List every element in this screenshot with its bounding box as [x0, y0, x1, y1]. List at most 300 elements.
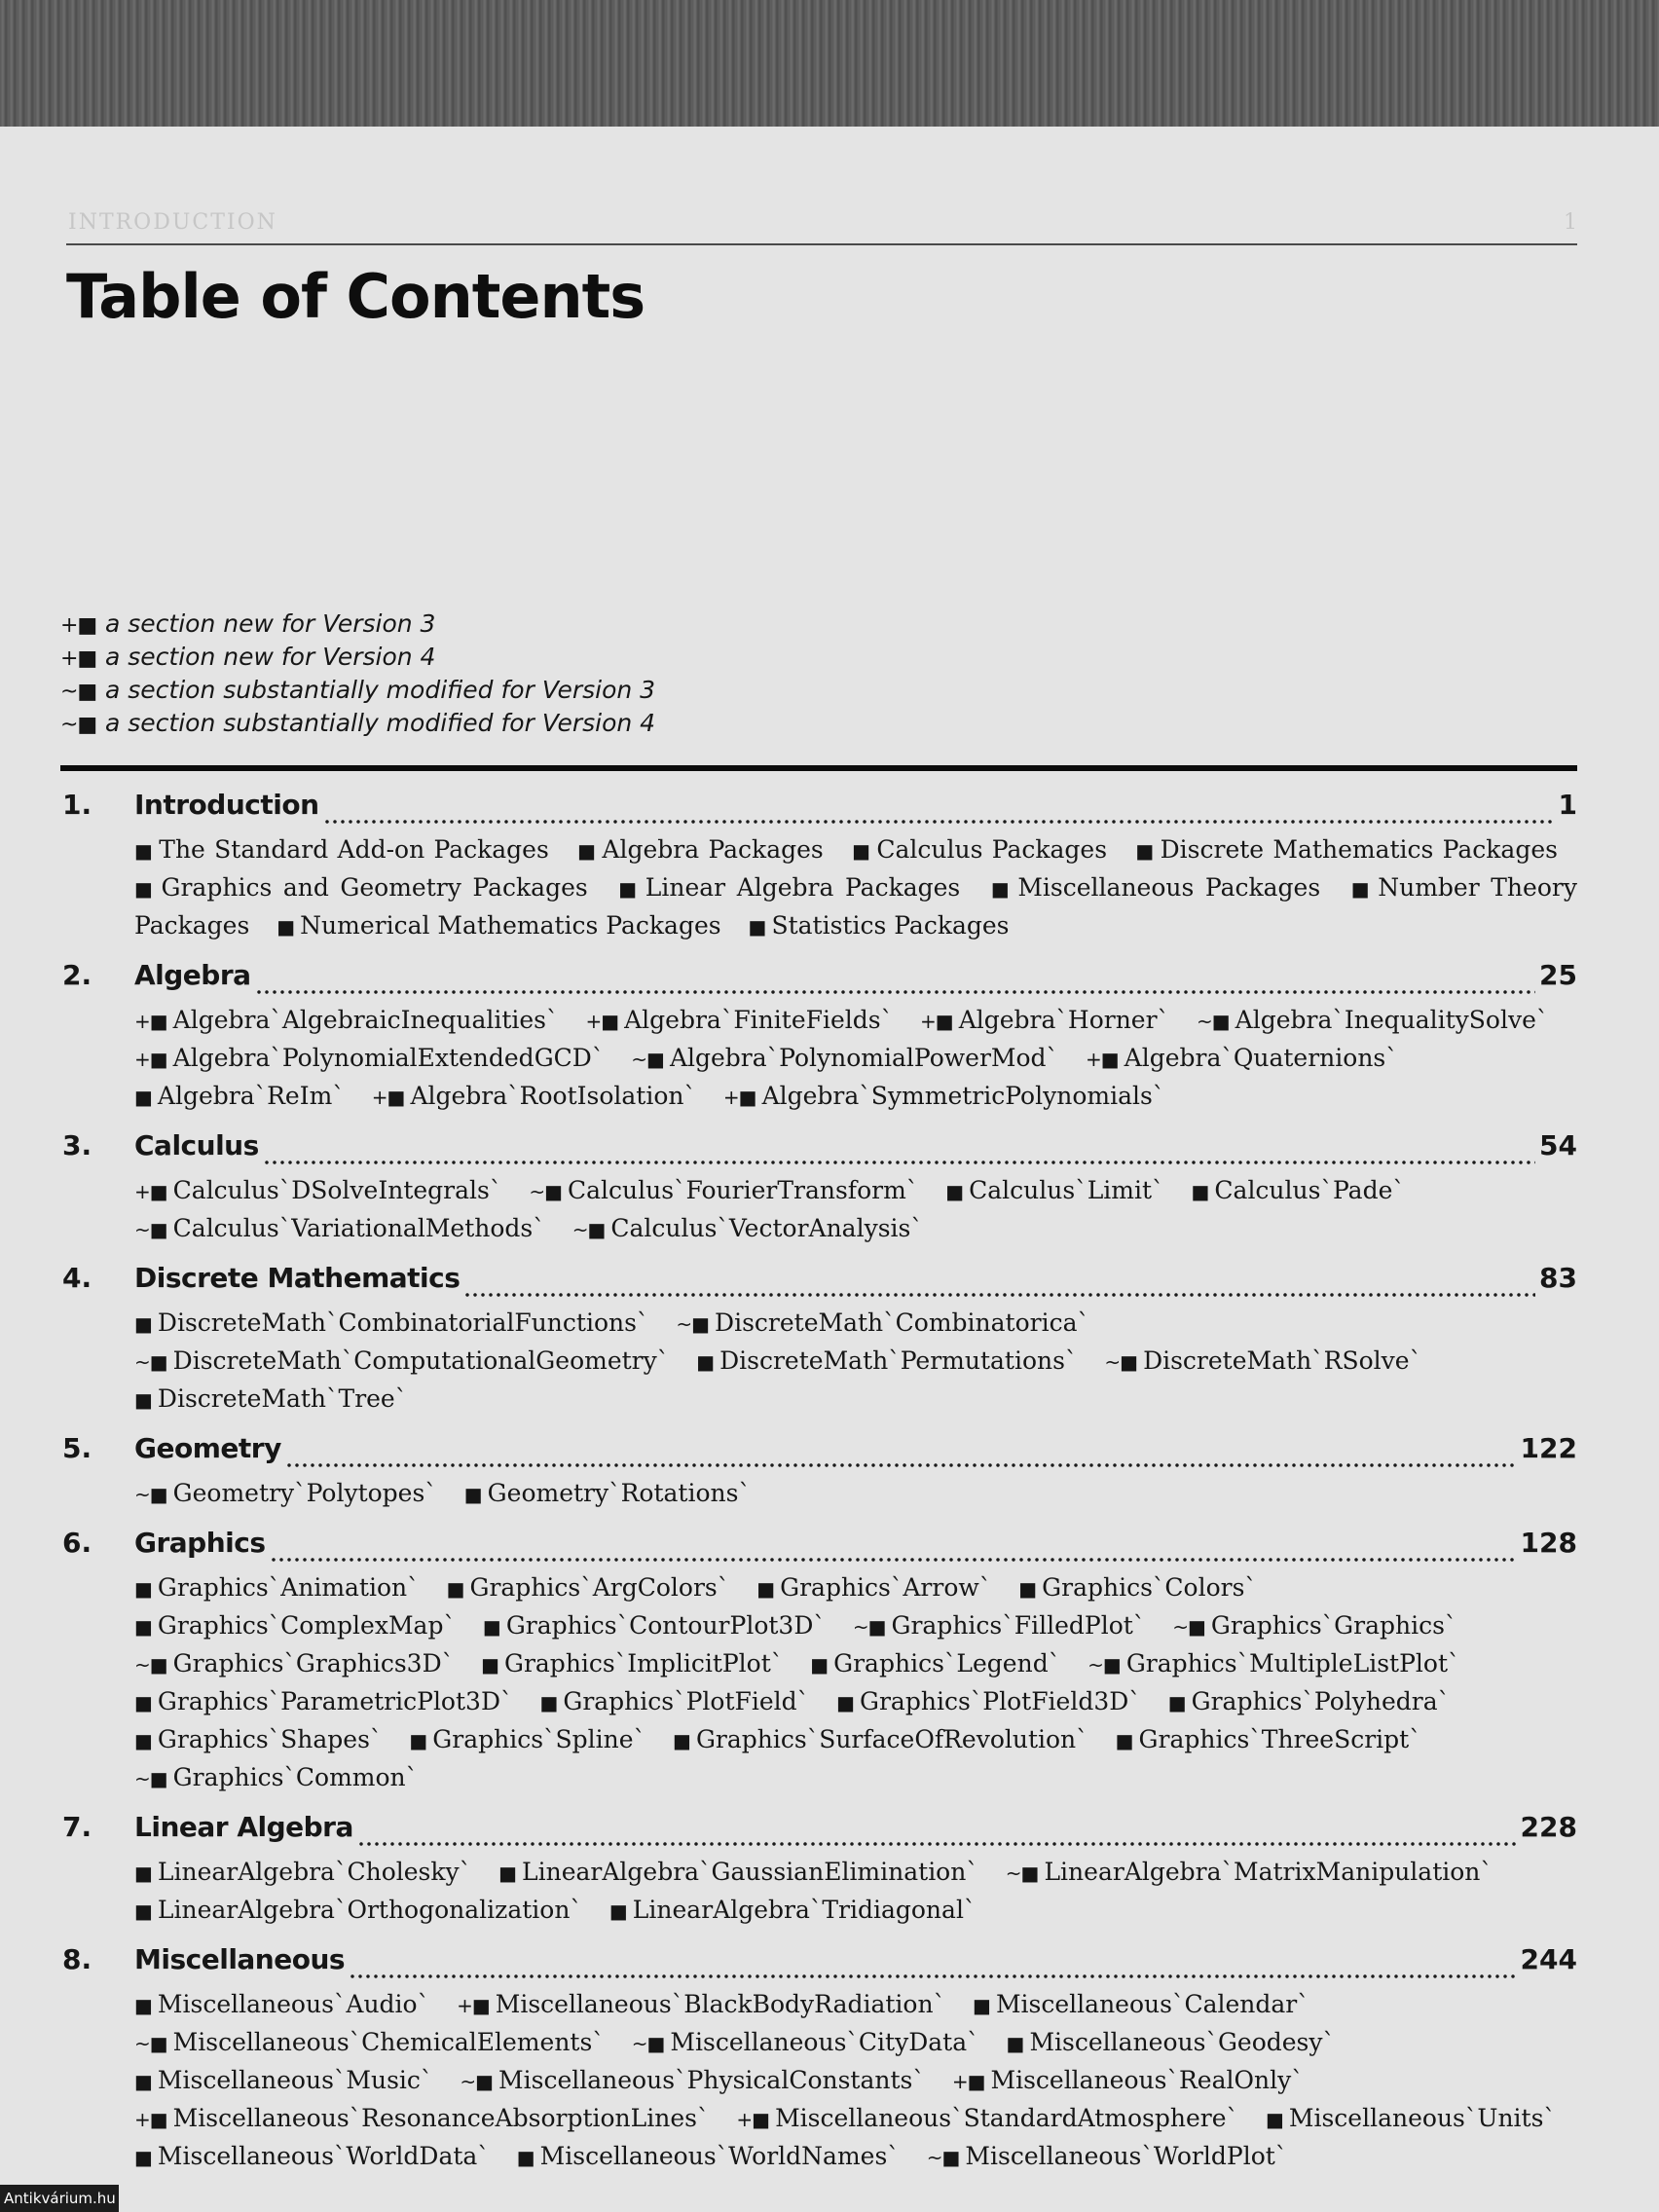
toc-section [60, 1811, 1577, 1930]
package-list [134, 1002, 1577, 1116]
package-list [134, 1172, 1577, 1248]
dot-leader [263, 1161, 1535, 1164]
package-name: Numerical Mathematics Packages [300, 911, 721, 940]
package-name: Graphics`Graphics3D` [172, 1649, 455, 1677]
package-name: DiscreteMath`ComputationalGeometry` [172, 1346, 670, 1375]
package-name: LinearAlgebra`Tridiagonal` [632, 1896, 977, 1924]
section-title: Linear Algebra [134, 1811, 353, 1843]
section-page-number: 54 [1539, 1129, 1577, 1161]
status-mark-icon: ■ [134, 1086, 152, 1109]
status-mark-icon: ■ [756, 1577, 775, 1601]
toc-divider [60, 765, 1577, 771]
package-item[interactable] [517, 2142, 900, 2170]
status-mark-icon: ~■ [134, 1653, 167, 1677]
package-name: Algebra`PolynomialExtendedGCD` [172, 1044, 605, 1072]
package-name: Calculus`FourierTransform` [567, 1176, 919, 1204]
package-item[interactable] [276, 911, 720, 940]
package-item[interactable] [409, 1725, 645, 1753]
package-item[interactable] [572, 1214, 923, 1242]
package-name: Algebra`InequalitySolve` [1235, 1006, 1549, 1034]
package-name: Graphics`ComplexMap` [157, 1611, 456, 1640]
package-name: Graphics`ImplicitPlot` [503, 1649, 784, 1677]
status-mark-icon: ■ [134, 1312, 152, 1336]
status-mark-icon: ~■ [1104, 1350, 1138, 1374]
package-list [134, 1305, 1577, 1419]
status-mark-icon: +■ [951, 2070, 985, 2093]
status-mark-icon: ~■ [460, 2070, 494, 2093]
package-name: Graphics`Polyhedra` [1191, 1687, 1451, 1715]
package-name: Miscellaneous`WorldNames` [539, 2142, 900, 2170]
package-name: Graphics`MultipleListPlot` [1125, 1649, 1460, 1677]
package-list [134, 1475, 1577, 1513]
status-mark-icon: ■ [836, 1691, 855, 1714]
package-name: DiscreteMath`RSolve` [1143, 1346, 1422, 1375]
package-item[interactable] [447, 1573, 730, 1602]
package-name: Algebra`AlgebraicInequalities` [172, 1006, 559, 1034]
package-item[interactable] [852, 835, 1107, 864]
section-page-number: 244 [1520, 1943, 1577, 1975]
package-name: Miscellaneous`Geodesy` [1029, 2028, 1336, 2056]
package-name: Calculus`Limit` [969, 1176, 1164, 1204]
status-mark-icon: ■ [1167, 1691, 1186, 1714]
status-mark-icon: ■ [134, 1994, 152, 2017]
status-mark-icon: ■ [134, 1388, 152, 1412]
package-name: Algebra`Horner` [958, 1006, 1170, 1034]
status-mark-icon: ■ [482, 1615, 500, 1639]
status-mark-icon: ■ [608, 1899, 627, 1923]
package-item[interactable] [1007, 2028, 1335, 2056]
package-item[interactable] [945, 1176, 1163, 1204]
section-number: 6. [62, 1527, 92, 1559]
package-item[interactable] [676, 1309, 1089, 1337]
package-name: Discrete Mathematics Packages [1160, 835, 1558, 864]
toc-entry-heading[interactable] [60, 1527, 1577, 1569]
package-item[interactable] [134, 1990, 429, 2018]
status-mark-icon: ~■ [852, 1615, 886, 1639]
status-mark-icon: +■ [722, 1086, 756, 1109]
package-name: Miscellaneous`RealOnly` [990, 2066, 1304, 2094]
status-mark-icon: ■ [134, 1729, 152, 1752]
package-item[interactable] [749, 911, 1010, 940]
package-item[interactable] [1135, 835, 1558, 864]
legend-row [60, 676, 655, 709]
package-item[interactable] [723, 1082, 1164, 1110]
section-title: Calculus [134, 1129, 259, 1161]
status-mark-icon: ~■ [631, 1048, 664, 1071]
package-item[interactable] [134, 1082, 345, 1110]
status-mark-icon: ■ [134, 877, 156, 901]
package-name: Miscellaneous`CityData` [670, 2028, 979, 2056]
package-item[interactable] [134, 1006, 559, 1034]
package-item[interactable] [134, 1763, 418, 1791]
package-name: Graphics`PlotField` [563, 1687, 810, 1715]
package-item[interactable] [134, 1687, 512, 1715]
status-mark-icon: ■ [618, 877, 640, 901]
package-name: Algebra`SymmetricPolynomials` [761, 1082, 1165, 1110]
status-mark-icon: +■ [134, 1180, 167, 1203]
package-name: The Standard Add-on Packages [159, 835, 549, 864]
toc-section [60, 1262, 1577, 1419]
package-name: Graphics`Animation` [157, 1573, 420, 1602]
package-name: Calculus Packages [876, 835, 1108, 864]
package-item[interactable] [460, 2066, 924, 2094]
status-mark-icon: +■ [134, 1010, 167, 1033]
status-mark-icon: ~■ [571, 1218, 606, 1241]
dot-leader [463, 1293, 1535, 1297]
legend-text: a section substantially modified for Version 3 [105, 676, 656, 704]
section-page-number: 1 [1558, 789, 1577, 821]
package-item[interactable] [609, 1896, 977, 1924]
package-list [134, 831, 1577, 945]
package-name: Graphics`Graphics` [1210, 1611, 1457, 1640]
status-mark-icon: ~■ [1172, 1615, 1205, 1639]
toc-section [60, 1129, 1577, 1248]
package-item[interactable] [1086, 1044, 1398, 1072]
status-mark-icon: ■ [973, 1994, 990, 2017]
section-page-number: 122 [1520, 1432, 1577, 1464]
package-name: Graphics`Common` [172, 1763, 419, 1791]
package-name: Graphics`FilledPlot` [891, 1611, 1146, 1640]
dot-leader [270, 1558, 1517, 1562]
package-item[interactable] [952, 2066, 1304, 2094]
dot-leader [255, 990, 1535, 994]
package-item[interactable] [1197, 1006, 1548, 1034]
status-mark-icon: +■ [134, 2108, 167, 2131]
package-item[interactable] [618, 873, 960, 902]
package-name: Graphics`ThreeScript` [1138, 1725, 1421, 1753]
package-item[interactable] [134, 2142, 490, 2170]
toc-section [60, 1943, 1577, 2176]
package-name: Miscellaneous`Calendar` [995, 1990, 1309, 2018]
book-page [0, 127, 1659, 2212]
package-item[interactable] [134, 1573, 420, 1602]
status-mark-icon: +■ [1086, 1048, 1119, 1071]
package-item[interactable] [134, 1309, 648, 1337]
status-mark-icon: ~■ [134, 1218, 167, 1241]
package-item[interactable] [836, 1687, 1141, 1715]
toc-entry-heading[interactable] [60, 1943, 1577, 1986]
status-mark-icon: +■ [585, 1010, 619, 1033]
package-name: Miscellaneous`ResonanceAbsorptionLines` [172, 2104, 710, 2132]
package-item[interactable] [1168, 1687, 1450, 1715]
toc-entry-heading[interactable] [60, 1262, 1577, 1305]
status-mark-icon: ■ [134, 1691, 152, 1714]
status-mark-icon: ~■ [134, 1767, 167, 1790]
package-name: Algebra`PolynomialPowerMod` [669, 1044, 1059, 1072]
package-name: Miscellaneous`Audio` [157, 1990, 430, 2018]
package-item[interactable] [1266, 2104, 1556, 2132]
dot-leader [285, 1463, 1517, 1467]
section-title: Geometry [134, 1432, 281, 1464]
section-page-number: 228 [1520, 1811, 1577, 1843]
status-mark-icon: ~■ [1088, 1653, 1121, 1677]
status-mark-icon: ■ [409, 1729, 427, 1752]
status-mark-icon: ■ [810, 1653, 829, 1677]
package-item[interactable] [585, 1006, 893, 1034]
status-mark-icon: ■ [134, 1615, 152, 1639]
status-mark-icon: ~■ [134, 1350, 167, 1374]
toc-section [60, 789, 1577, 945]
section-page-number: 128 [1520, 1527, 1577, 1559]
package-list [134, 1854, 1577, 1930]
status-mark-icon: +■ [371, 1086, 405, 1109]
package-name: Calculus`Pade` [1214, 1176, 1405, 1204]
package-item[interactable] [134, 1611, 456, 1640]
package-name: LinearAlgebra`Cholesky` [157, 1858, 472, 1886]
package-item[interactable] [134, 873, 588, 902]
ghost-header-left: INTRODUCTION [68, 210, 277, 235]
package-name: Miscellaneous`PhysicalConstants` [498, 2066, 925, 2094]
status-mark-icon: ■ [1115, 1729, 1133, 1752]
status-mark-icon: ■ [696, 1350, 715, 1374]
package-item[interactable] [1116, 1725, 1421, 1753]
package-item[interactable] [464, 1479, 751, 1507]
status-mark-icon: ■ [748, 915, 766, 939]
symbol-legend [60, 609, 655, 742]
toc-entry-heading[interactable] [60, 1432, 1577, 1475]
package-name: Calculus`DSolveIntegrals` [172, 1176, 502, 1204]
ghost-header-right: 1 [1564, 210, 1577, 235]
status-mark-icon: ~■ [529, 1180, 562, 1203]
package-name: Graphics`ArgColors` [469, 1573, 730, 1602]
package-name: Graphics`Spline` [432, 1725, 646, 1753]
package-item[interactable] [1104, 1346, 1421, 1375]
toc-list [60, 789, 1577, 2190]
package-name: Algebra Packages [602, 835, 824, 864]
package-item[interactable] [134, 1858, 471, 1886]
status-mark-icon: ■ [1006, 2032, 1024, 2055]
package-item[interactable] [134, 835, 549, 864]
status-mark-icon: ■ [134, 2146, 152, 2169]
status-mark-icon: ~■ [134, 2032, 167, 2055]
section-title: Introduction [134, 789, 319, 821]
package-name: Graphics`Shapes` [157, 1725, 383, 1753]
package-item[interactable] [673, 1725, 1088, 1753]
legend-mark: ~■ [60, 713, 97, 737]
status-mark-icon: ■ [1018, 1577, 1037, 1601]
section-number: 4. [62, 1262, 92, 1294]
package-name: Miscellaneous`ChemicalElements` [172, 2028, 605, 2056]
toc-entry-heading[interactable] [60, 1129, 1577, 1172]
package-item[interactable] [134, 1044, 604, 1072]
status-mark-icon: ■ [134, 1899, 152, 1923]
legend-text: a section new for Version 4 [105, 643, 436, 671]
package-item[interactable] [134, 1649, 454, 1677]
status-mark-icon: ~■ [926, 2146, 960, 2169]
legend-mark: ~■ [60, 680, 97, 704]
package-name: Graphics`ContourPlot3D` [505, 1611, 826, 1640]
package-item[interactable] [973, 1990, 1309, 2018]
package-item[interactable] [483, 1611, 826, 1640]
package-name: Graphics`PlotField3D` [860, 1687, 1141, 1715]
package-name: Algebra`ReIm` [157, 1082, 345, 1110]
package-name: Miscellaneous`Units` [1288, 2104, 1556, 2132]
status-mark-icon: ■ [945, 1180, 964, 1203]
package-name: Miscellaneous Packages [1017, 873, 1321, 902]
package-name: Algebra`FiniteFields` [624, 1006, 894, 1034]
status-mark-icon: ~■ [1197, 1010, 1230, 1033]
package-name: Graphics`SurfaceOfRevolution` [695, 1725, 1088, 1753]
status-mark-icon: ■ [1135, 839, 1155, 863]
package-name: Linear Algebra Packages [645, 873, 961, 902]
legend-row [60, 609, 655, 643]
status-mark-icon: ■ [463, 1483, 482, 1506]
package-item[interactable] [134, 1346, 669, 1375]
package-name: Geometry`Polytopes` [172, 1479, 437, 1507]
legend-text: a section substantially modified for Version 4 [105, 709, 656, 737]
legend-mark: +■ [60, 613, 97, 638]
status-mark-icon: ■ [673, 1729, 690, 1752]
status-mark-icon: ■ [276, 915, 295, 939]
legend-text: a section new for Version 3 [105, 609, 436, 638]
section-title: Discrete Mathematics [134, 1262, 461, 1294]
package-item[interactable] [134, 1214, 545, 1242]
status-mark-icon: ■ [446, 1577, 464, 1601]
package-list [134, 1569, 1577, 1797]
package-item[interactable] [991, 873, 1320, 902]
legend-row [60, 643, 655, 676]
package-item[interactable] [1088, 1649, 1459, 1677]
status-mark-icon: ■ [134, 2070, 152, 2093]
section-number: 2. [62, 959, 92, 991]
package-name: Algebra`RootIsolation` [410, 1082, 696, 1110]
status-mark-icon: ■ [1350, 877, 1373, 901]
package-item[interactable] [529, 1176, 918, 1204]
package-item[interactable] [134, 2104, 709, 2132]
toc-section [60, 959, 1577, 1116]
package-name: LinearAlgebra`GaussianElimination` [522, 1858, 978, 1886]
package-item[interactable] [810, 1649, 1060, 1677]
package-name: Calculus`VariationalMethods` [172, 1214, 545, 1242]
package-item[interactable] [632, 2028, 979, 2056]
status-mark-icon: ~■ [631, 2032, 665, 2055]
package-name: DiscreteMath`CombinatorialFunctions` [157, 1309, 649, 1337]
status-mark-icon: ■ [134, 839, 154, 863]
section-page-number: 25 [1539, 959, 1577, 991]
status-mark-icon: ■ [990, 877, 1013, 901]
package-item[interactable] [920, 1006, 1169, 1034]
toc-section [60, 1432, 1577, 1513]
package-item[interactable] [134, 1176, 501, 1204]
package-item[interactable] [372, 1082, 696, 1110]
status-mark-icon: ■ [1265, 2108, 1283, 2131]
package-item[interactable] [539, 1687, 809, 1715]
section-title: Algebra [134, 959, 251, 991]
toc-entry-heading[interactable] [60, 789, 1577, 831]
package-item[interactable] [631, 1044, 1058, 1072]
watermark: Antikvárium.hu [0, 2185, 119, 2212]
bleed-through-header [66, 204, 1577, 245]
package-name: Number Theory Packages [134, 873, 1577, 940]
package-name: Miscellaneous`StandardAtmosphere` [775, 2104, 1239, 2132]
package-item[interactable] [1006, 1858, 1493, 1886]
dot-leader [323, 820, 1555, 824]
section-page-number: 83 [1539, 1262, 1577, 1294]
status-mark-icon: ■ [134, 1577, 152, 1601]
package-item[interactable] [457, 1990, 945, 2018]
package-item[interactable] [498, 1858, 978, 1886]
toc-section [60, 1527, 1577, 1797]
status-mark-icon: ■ [481, 1653, 498, 1677]
status-mark-icon: +■ [134, 1048, 167, 1071]
section-number: 1. [62, 789, 92, 821]
package-item[interactable] [134, 2066, 432, 2094]
package-name: Geometry`Rotations` [487, 1479, 751, 1507]
status-mark-icon: ~■ [676, 1312, 710, 1336]
page-title: Table of Contents [66, 261, 645, 332]
package-name: Graphics`Arrow` [780, 1573, 992, 1602]
section-number: 3. [62, 1129, 92, 1161]
legend-mark: +■ [60, 646, 97, 671]
package-name: Miscellaneous`WorldData` [157, 2142, 490, 2170]
package-name: DiscreteMath`Combinatorica` [715, 1309, 1089, 1337]
section-title: Graphics [134, 1527, 266, 1559]
package-name: Miscellaneous`Music` [157, 2066, 433, 2094]
package-list [134, 1986, 1577, 2176]
package-item[interactable] [736, 2104, 1238, 2132]
section-title: Miscellaneous [134, 1943, 346, 1975]
package-name: Miscellaneous`WorldPlot` [965, 2142, 1288, 2170]
package-item[interactable] [1018, 1573, 1257, 1602]
package-item[interactable] [134, 1896, 582, 1924]
dot-leader [357, 1842, 1517, 1846]
legend-row [60, 709, 655, 742]
package-item[interactable] [134, 1384, 407, 1413]
package-item[interactable] [134, 1725, 382, 1753]
status-mark-icon: ■ [134, 1862, 152, 1885]
package-item[interactable] [134, 1479, 437, 1507]
package-item[interactable] [927, 2142, 1288, 2170]
section-number: 5. [62, 1432, 92, 1464]
status-mark-icon: ■ [1191, 1180, 1209, 1203]
package-name: LinearAlgebra`Orthogonalization` [157, 1896, 582, 1924]
package-name: DiscreteMath`Permutations` [719, 1346, 1078, 1375]
package-item[interactable] [577, 835, 824, 864]
package-item[interactable] [1172, 1611, 1456, 1640]
package-name: LinearAlgebra`MatrixManipulation` [1044, 1858, 1493, 1886]
status-mark-icon: ■ [577, 839, 597, 863]
package-name: Graphics`ParametricPlot3D` [157, 1687, 513, 1715]
package-name: Graphics`Colors` [1042, 1573, 1257, 1602]
section-number: 7. [62, 1811, 92, 1843]
toc-entry-heading[interactable] [60, 959, 1577, 1002]
status-mark-icon: ■ [498, 1862, 516, 1885]
package-item[interactable] [134, 2028, 605, 2056]
dot-leader [349, 1974, 1516, 1978]
package-name: Graphics`Legend` [833, 1649, 1061, 1677]
toc-entry-heading[interactable] [60, 1811, 1577, 1854]
status-mark-icon: ■ [539, 1691, 558, 1714]
status-mark-icon: +■ [736, 2108, 770, 2131]
status-mark-icon: ■ [516, 2146, 535, 2169]
package-item[interactable] [481, 1649, 783, 1677]
status-mark-icon: ~■ [1005, 1862, 1039, 1885]
status-mark-icon: ~■ [134, 1483, 167, 1506]
package-item[interactable] [756, 1573, 991, 1602]
photo-backdrop [0, 0, 1659, 136]
package-item[interactable] [696, 1346, 1077, 1375]
section-number: 8. [62, 1943, 92, 1975]
package-name: Graphics and Geometry Packages [161, 873, 588, 902]
package-name: Miscellaneous`BlackBodyRadiation` [495, 1990, 946, 2018]
status-mark-icon: +■ [920, 1010, 953, 1033]
package-name: Statistics Packages [771, 911, 1010, 940]
status-mark-icon: ■ [852, 839, 871, 863]
package-item[interactable] [853, 1611, 1145, 1640]
package-name: DiscreteMath`Tree` [157, 1384, 408, 1413]
package-item[interactable] [1192, 1176, 1405, 1204]
status-mark-icon: +■ [457, 1994, 490, 2017]
